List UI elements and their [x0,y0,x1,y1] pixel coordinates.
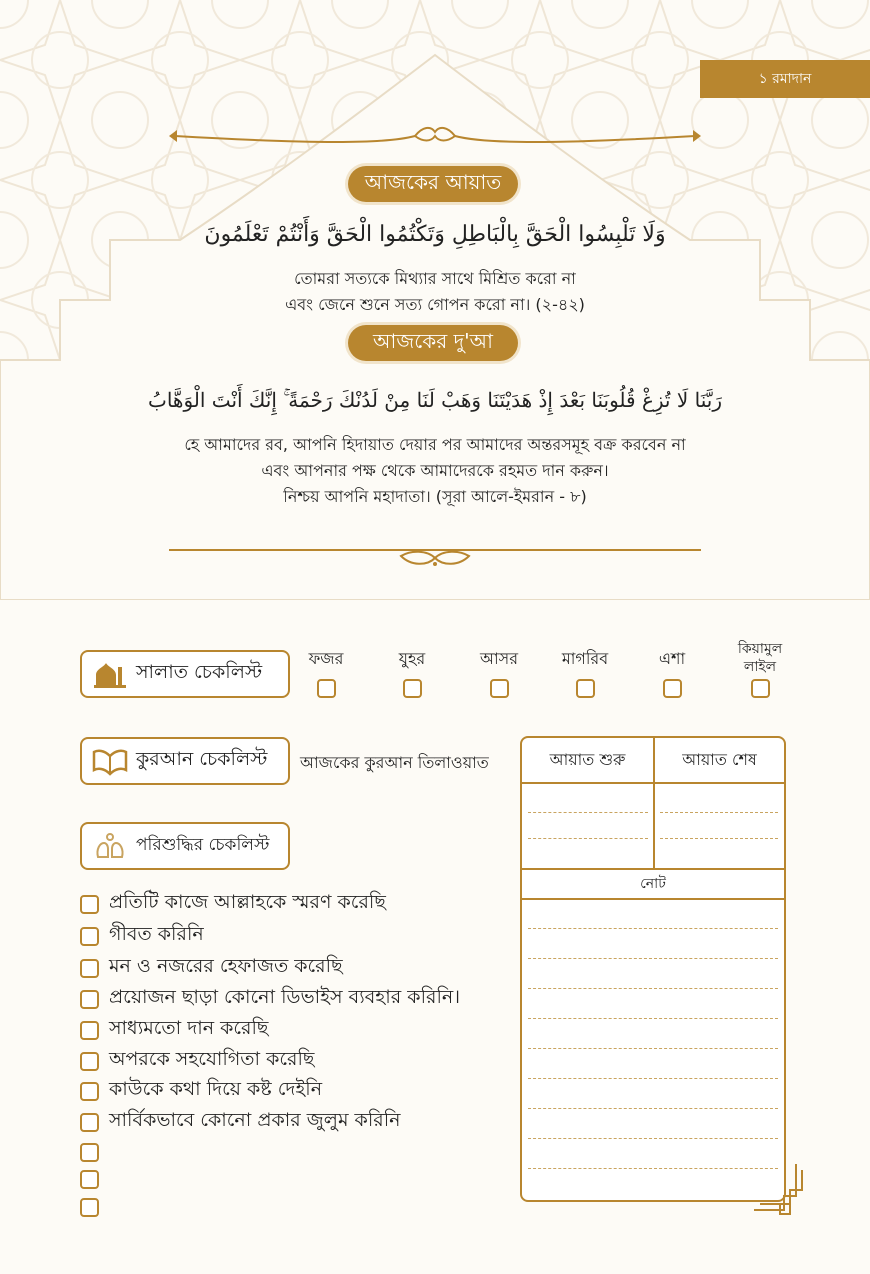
checkbox-maghrib[interactable] [576,679,595,698]
note-line[interactable] [528,1048,778,1049]
purification-item-blank[interactable] [80,1193,109,1221]
purification-item[interactable] [80,1047,314,1075]
note-line[interactable] [528,958,778,959]
note-label: নোট [640,876,666,892]
checkbox[interactable] [80,895,99,914]
purification-item-label: অপরকে সহযোগিতা করেছি [109,1048,315,1070]
checkbox[interactable] [80,1113,99,1132]
purification-item-label: কাউকে কথা দিয়ে কষ্ট দেইনি [109,1078,323,1100]
dua-translation-3: নিশ্চয় আপনি মহাদাতা। (সূরা আলে-ইমরান - ৮) [283,487,587,506]
table-hline [522,782,784,784]
checkbox-isha[interactable] [663,679,682,698]
col-ayah-start: আয়াত শুরু [549,749,626,769]
quran-checklist-header [80,737,290,785]
dua-translation-2: এবং আপনার পক্ষ থেকে আমাদেরকে রহমত দান করুন। [261,461,609,480]
bottom-ornament [165,538,705,568]
prayer-label-isha: এশা [658,649,686,668]
purification-item-label: সাধ্যমতো দান করেছি [109,1017,269,1039]
ayah-start-line[interactable] [528,838,648,839]
purification-item-label: মন ও নজরের হেফাজত করেছি [109,955,343,977]
note-line[interactable] [528,1078,778,1079]
checkbox[interactable] [80,927,99,946]
checkbox[interactable] [80,1198,99,1217]
salat-checklist-header [80,650,290,698]
prayer-label-qiyam [720,640,800,676]
purification-checklist-header [80,822,290,870]
prayer-label-asr: আসর [479,649,519,668]
purification-item-label: গীবত করিনি [109,923,204,945]
ayah-start-line[interactable] [528,812,648,813]
col-ayah-end: আয়াত শেষ [682,749,757,769]
note-line[interactable] [528,1108,778,1109]
note-line[interactable] [528,1138,778,1139]
checkbox[interactable] [80,959,99,978]
table-hline [522,898,784,900]
purification-item[interactable] [80,1077,322,1105]
hands-icon [92,831,128,861]
checkbox[interactable] [80,1143,99,1162]
dua-arabic: رَبَّنَا لَا تُزِغْ قُلُوبَنَا بَعْدَ إِذْ هَدَيْتَنَا وَهَبْ لَنَا مِنْ لَدُنْكَ رَحْمَةً ۚ إِنَّكَ أَنْتَ الْوَهَّابُ [148,388,722,412]
checkbox[interactable] [80,1052,99,1071]
purification-item-label: প্রয়োজন ছাড়া কোনো ডিভাইস ব্যবহার করিনি। [109,986,461,1008]
quran-checklist-title: কুরআন চেকলিস্ট [136,748,268,770]
dua-label: আজকের দু'আ [348,325,518,361]
checkbox-qiyam[interactable] [751,679,770,698]
day-tag: ১ রমাদান [700,60,870,98]
checkbox[interactable] [80,1170,99,1189]
checkbox-fajr[interactable] [317,679,336,698]
checkbox-dhuhr[interactable] [403,679,422,698]
note-line[interactable] [528,1018,778,1019]
qiyam-line2: লাইল [743,659,777,675]
ayah-translation-2: এবং জেনে শুনে সত্য গোপন করো না। (২-৪২) [285,295,585,314]
ayah-translation-1: তোমরা সত্যকে মিথ্যার সাথে মিশ্রিত করো না [294,269,576,288]
purification-item-blank[interactable] [80,1138,109,1166]
note-line[interactable] [528,928,778,929]
purification-item[interactable] [80,954,343,982]
purification-item[interactable] [80,1108,401,1136]
note-line[interactable] [528,988,778,989]
dua-translation-1: হে আমাদের রব, আপনি হিদায়াত দেয়ার পর আমাদের অন্তরসমূহ বক্র করবেন না [184,435,686,454]
ayah-label: আজকের আয়াত [348,166,518,202]
top-ornament [165,122,705,152]
ayah-arabic: وَلَا تَلْبِسُوا الْحَقَّ بِالْبَاطِلِ وَتَكْتُمُوا الْحَقَّ وَأَنْتُمْ تَعْلَمُونَ [204,222,666,247]
salat-checklist-title: সালাত চেকলিস্ট [136,661,263,683]
quran-note-table [520,736,786,1202]
note-line[interactable] [528,1168,778,1169]
prayer-label-fajr: ফজর [308,649,344,668]
purification-checklist-title: পরিশুদ্ধির চেকলিস্ট [136,835,270,855]
book-icon [92,746,128,776]
table-vline [653,738,655,868]
checkbox[interactable] [80,1021,99,1040]
prayer-label-dhuhr: যুহর [398,649,426,668]
purification-item[interactable] [80,890,386,918]
purification-item-blank[interactable] [80,1165,109,1193]
checkbox-asr[interactable] [490,679,509,698]
ayah-end-line[interactable] [660,838,778,839]
purification-item[interactable] [80,985,460,1013]
purification-item[interactable] [80,922,204,950]
checkbox[interactable] [80,990,99,1009]
purification-item-label: সার্বিকভাবে কোনো প্রকার জুলুম করিনি [109,1109,401,1131]
purification-item[interactable] [80,1016,268,1044]
prayer-label-maghrib: মাগরিব [561,649,609,668]
ayah-end-line[interactable] [660,812,778,813]
corner-ornament [750,1160,810,1220]
mosque-icon [92,659,128,689]
quran-recitation-label: আজকের কুরআন তিলাওয়াত [300,753,489,772]
purification-item-label: প্রতিটি কাজে আল্লাহকে স্মরণ করেছি [109,891,386,913]
checkbox[interactable] [80,1082,99,1101]
qiyam-line1: কিয়ামুল [737,641,783,657]
